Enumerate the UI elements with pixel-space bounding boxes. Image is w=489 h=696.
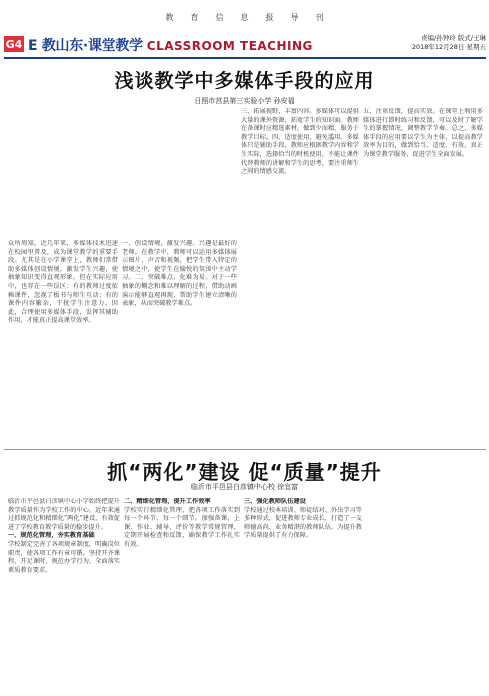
- article2-p2: 学校制定完善了各项规章制度，明确岗位职责，使各项工作有章可循。坚持开齐课程、开足课时，规范办学行为，全面落实素质教育要求。: [8, 540, 120, 574]
- article2-col2: [124, 498, 240, 690]
- editor-line: 责编/孙钟玲 版式/王琳: [421, 34, 486, 42]
- article2-col1: [8, 498, 120, 690]
- masthead-char: 刊: [315, 12, 324, 22]
- article2-p3: 学校实行精细化管理，把各项工作落实到每一个环节、每一个细节。加强备课、上课、作业、辅导、评价等教学常规管理，定期开展检查和反馈，确保教学工作扎实有效。: [124, 506, 240, 548]
- article1-col4: 五、注重反馈，提高实效。在课堂上利用多媒体进行即时练习和反馈，可以及时了解学生的掌握情况，调整教学节奏。总之，多媒体手段的应用要以学生为主体，以提高教学效率为目的，做到恰当、适度、有效，真正为课堂教学服务，促进学生全面发展。: [363, 108, 483, 158]
- masthead-char: 报: [265, 12, 274, 22]
- article2-title: 抓“两化”建设 促“质量”提升: [107, 460, 382, 484]
- article1-byline: 日照市莒县第三实验小学 孙安福: [194, 97, 295, 105]
- masthead-char: 导: [290, 12, 299, 22]
- masthead-char: 信: [215, 12, 224, 22]
- masthead-char: 育: [190, 12, 199, 22]
- masthead: [0, 10, 489, 24]
- article1-col3: 三、拓展视野，丰富内容。多媒体可以提供大量的课外资源，拓宽学生的知识面。教师在备课时应精选素材，做到少而精，服务于教学目标。四、适度使用，避免滥用。多媒体只是辅助手段，教师应根据教学内容和学生实际，选择恰当的时机使用，不能让课件代替教师的讲解和学生的思考，要注重师生之间的情感交流。: [241, 108, 359, 176]
- masthead-char: 息: [240, 12, 249, 22]
- article2-heading2: 二、精细化管理，提升工作效率: [124, 498, 211, 505]
- masthead-char: 教: [165, 12, 174, 22]
- section-brand: E 教山东·课堂教学: [28, 38, 143, 54]
- article1-title: 浅谈教学中多媒体手段的应用: [114, 70, 375, 92]
- section-title: [28, 35, 313, 55]
- article2-byline: 临沂市平邑县白彦镇中心校 徐宜富: [190, 483, 299, 491]
- article1-col2: 一、创设情境，激发兴趣。兴趣是最好的老师。在教学中，教师可以运用多媒体展示图片、声音和视频，把学生带入特定的情境之中，使学生在愉悦的氛围中主动学习。二、突破难点，化难为易。对于一些抽象的概念和难以理解的过程，借助动画演示能够直观再现，帮助学生建立清晰的表象，从而突破教学难点。: [122, 240, 237, 308]
- article2-heading3: 三、强化教师队伍建设: [244, 498, 306, 505]
- date-line: 2018年12月28日 星期五: [411, 43, 486, 51]
- article2-heading1: 一、规范化管理，夯实教育基础: [8, 532, 95, 540]
- header-rule: [4, 57, 486, 59]
- article2-p4: 学校通过校本培训、师徒结对、外出学习等多种形式，促进教师专业成长，打造了一支师德高尚、业务精湛的教师队伍，为提升教学质量提供了有力保障。: [244, 506, 362, 540]
- article2-col3: [244, 498, 362, 690]
- section-brand-en: CLASSROOM TEACHING: [146, 39, 313, 53]
- page-number: G4: [5, 37, 23, 51]
- article-divider: [4, 449, 486, 450]
- article1-intro: 众所周知，近几年来，多媒体技术迅速在校园里普及，成为课堂教学的重要手段。尤其是在小学课堂上，教师们常借助多媒体创设情境，激发学生兴趣，使抽象知识变得直观形象。但在实际应用中，也存在一些误区：有的教师过度依赖课件，忽视了板书与师生互动；有的课件内容繁杂，干扰学生注意力。因此，合理使用多媒体手段，发挥其辅助作用，才能真正提高课堂效率。: [8, 240, 118, 325]
- issue-meta: [360, 34, 486, 52]
- article2-p1: 临沂市平邑县白彦镇中心小学始终把提升教学质量作为学校工作的中心，近年来通过抓规范化和精细化“两化”建设，有效促进了学校教育教学质量的稳步提升。: [8, 498, 120, 531]
